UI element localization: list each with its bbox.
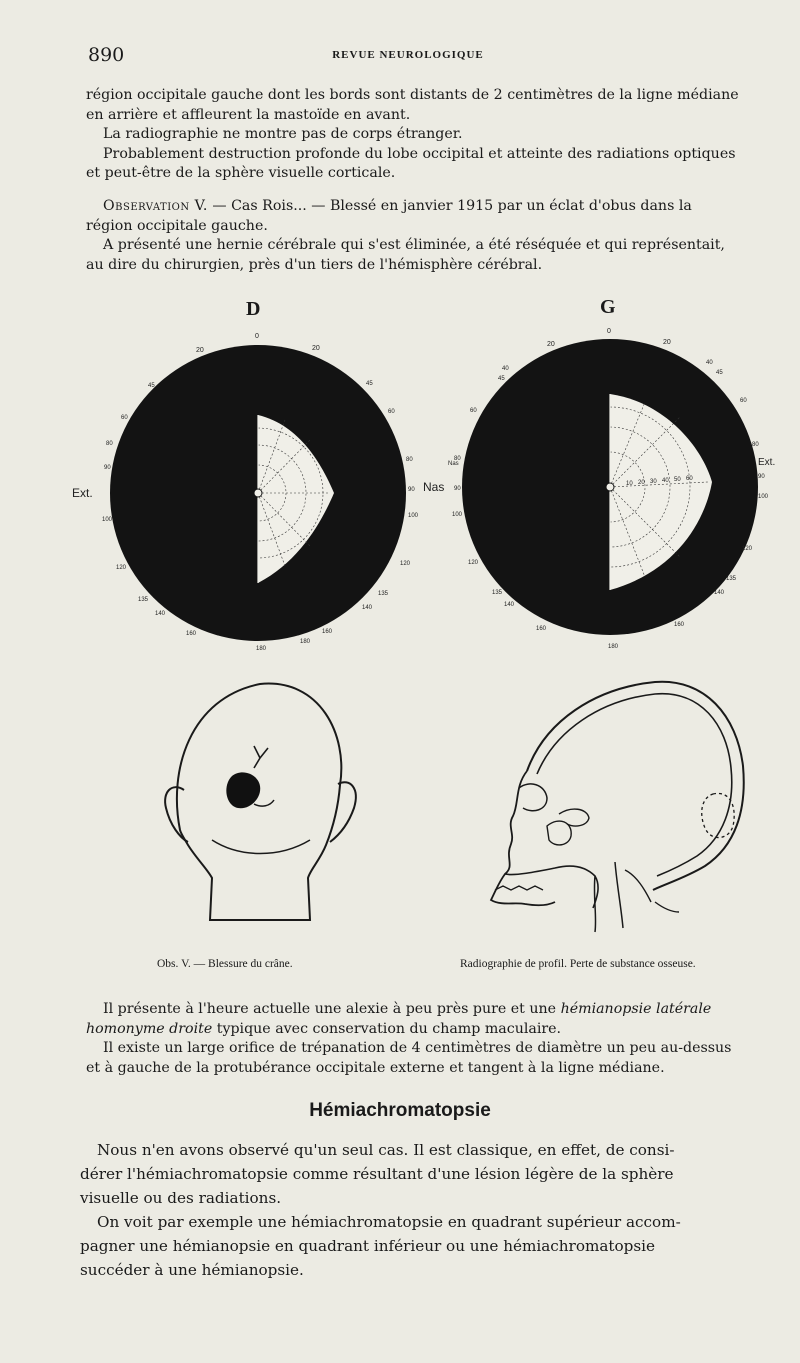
perimeter-number: 45: [498, 376, 505, 382]
text-line: dérer l'hémiachromatopsie comme résultant d'une lésion légère de la sphère: [80, 1165, 674, 1183]
middle-text: [86, 1000, 766, 1078]
perimeter-number: 60: [470, 408, 477, 414]
section-body: [80, 1138, 760, 1282]
injury-margin: [254, 800, 274, 806]
text-line: On voit par exemple une hémiachromatopsie en quadrant supérieur accom-: [97, 1213, 681, 1231]
italic-term: homonyme droite: [86, 1020, 213, 1037]
teeth: [495, 886, 543, 890]
right-ear: [330, 782, 356, 842]
mastoid: [625, 870, 679, 912]
radial-label: 30: [650, 479, 657, 485]
neck-hairline: [212, 840, 310, 854]
perimeter-number: 45: [148, 383, 155, 389]
radial-label: 20: [638, 480, 645, 486]
perimeter-number: 80: [454, 456, 461, 462]
figure-label-right: G: [600, 296, 616, 318]
orbit: [519, 784, 547, 811]
nas-label: Nas: [423, 480, 445, 494]
perimeter-number: 90: [454, 486, 461, 492]
skull-outline-inner: [537, 694, 732, 876]
text-line: région occipitale gauche dont les bords sont distants de 2 centimètres de la ligne médiane: [86, 87, 739, 103]
cheek-shape: [559, 809, 589, 826]
fixation-point: [254, 489, 262, 497]
tick-label-top-right: 20: [663, 339, 671, 346]
text-line: région occipitale gauche.: [86, 217, 268, 234]
suture-mark: [254, 746, 268, 768]
text-line: au dire du chirurgien, près d'un tiers de l'hémisphère cérébral.: [86, 256, 543, 273]
right-figure-caption: Radiographie de profil. Perte de substance osseuse.: [460, 958, 696, 970]
perimeter-number: 90: [758, 474, 765, 480]
skull-injury-drawing: [150, 680, 370, 935]
cervical-line-2: [615, 862, 623, 928]
text-line: visuelle ou des radiations.: [80, 1189, 282, 1207]
perimeter-number: 45: [716, 370, 723, 376]
text-line: pagner une hémianopsie en quadrant inférieur ou une hémiachromatopsie: [80, 1237, 656, 1255]
perimeter-number: 40: [502, 366, 509, 372]
perimeter-number: 100: [102, 517, 113, 523]
observation-heading: Observation V.: [103, 198, 208, 214]
running-head: REVUE NEUROLOGIQUE: [332, 49, 484, 61]
text-line: et à gauche de la protubérance occipitale externe et tangent à la ligne médiane.: [86, 1059, 665, 1076]
text-line: Il existe un large orifice de trépanation de 4 centimètres de diamètre un peu au-dessus: [103, 1040, 732, 1056]
fixation-point: [606, 483, 614, 491]
text-line: Nous n'en avons observé qu'un seul cas. Il est classique, en effet, de consi-: [97, 1141, 675, 1159]
perimeter-number: 140: [504, 602, 515, 608]
perimeter-number: 135: [138, 597, 149, 603]
perimeter-number: 135: [378, 591, 389, 597]
page-header: [88, 44, 728, 68]
perimeter-number: 80: [752, 442, 759, 448]
perimeter-number: 180: [256, 646, 267, 652]
text-span: Il présente à l'heure actuelle une alexie à peu près pure et une: [103, 1001, 561, 1017]
perimeter-number: 45: [366, 381, 373, 387]
perimeter-number: 120: [468, 560, 479, 566]
perimeter-number: 160: [186, 631, 197, 637]
text-line: succéder à une hémianopsie.: [80, 1261, 304, 1279]
tick-label-top-left: 20: [196, 347, 204, 354]
perimeter-number: 140: [362, 605, 373, 611]
perimeter-number: 80: [106, 441, 113, 447]
perimeter-number: 135: [492, 590, 503, 596]
head-outline: [177, 684, 341, 920]
ext-label: Ext.: [758, 457, 776, 468]
nas-label: Nas: [448, 461, 459, 467]
perimeter-number: 140: [155, 611, 166, 617]
top-text: [86, 86, 766, 184]
bone-defect: [702, 793, 734, 837]
figure-label-left: D: [246, 298, 261, 320]
text-line: A présenté une hernie cérébrale qui s'est éliminée, a été réséquée et qui représentait,: [103, 237, 725, 253]
perimeter-number: 100: [452, 512, 463, 518]
observation-text: [86, 197, 766, 275]
visual-field-chart-left: [60, 325, 450, 655]
perimeter-number: 160: [322, 629, 333, 635]
text-line: [86, 1000, 766, 1020]
radial-label: 40: [662, 478, 669, 484]
perimeter-number: 140: [714, 590, 725, 596]
perimeter-number: 180: [300, 639, 311, 645]
italic-term: hémianopsie latérale: [560, 1001, 712, 1017]
jaw: [505, 866, 598, 908]
perimeter-number: 100: [408, 513, 419, 519]
tick-label-top: 0: [255, 333, 259, 340]
perimeter-number: 120: [742, 546, 753, 552]
perimeter-number: 160: [674, 622, 685, 628]
perimeter-number: 135: [726, 576, 737, 582]
radial-label: 60: [686, 476, 693, 482]
perimeter-number: 120: [116, 565, 127, 571]
radial-label: 50: [674, 477, 681, 483]
cervical-line-1: [594, 876, 595, 932]
text-line: et peut-être de la sphère visuelle corticale.: [86, 165, 396, 181]
perimeter-number: 60: [740, 398, 747, 404]
tick-label-top: 0: [607, 328, 611, 335]
perimeter-number: 60: [121, 415, 128, 421]
skull-outline-outer: [527, 682, 744, 890]
observation-heading-line: [86, 197, 766, 217]
text-line: [86, 1020, 766, 1040]
text-span: typique avec conservation du champ maculaire.: [212, 1020, 562, 1037]
perimeter-number: 80: [406, 457, 413, 463]
perimeter-number: 60: [388, 409, 395, 415]
section-heading: Hémiachromatopsie: [309, 1100, 491, 1121]
radial-label: 10: [626, 481, 633, 487]
perimeter-number: 100: [758, 494, 769, 500]
tick-label-top-right: 20: [312, 345, 320, 352]
page-number: 890: [88, 44, 125, 66]
perimeter-number: 90: [408, 487, 415, 493]
perimeter-number: 180: [608, 644, 619, 650]
injury-spot: [226, 772, 260, 808]
ext-label: Ext.: [72, 486, 93, 500]
perimeter-number: 120: [400, 561, 411, 567]
tick-label-top-left: 20: [547, 341, 555, 348]
perimeter-number: 40: [706, 360, 713, 366]
text-line: La radiographie ne montre pas de corps étranger.: [103, 126, 463, 142]
observation-intro: — Cas Rois... — Blessé en janvier 1915 par un éclat d'obus dans la: [207, 198, 692, 214]
radiograph-drawing: [475, 676, 765, 936]
perimeter-number: 160: [536, 626, 547, 632]
text-line: Probablement destruction profonde du lobe occipital et atteinte des radiations optiques: [103, 145, 736, 162]
text-line: en arrière et affleurent la mastoïde en avant.: [86, 106, 411, 123]
perimeter-number: 90: [104, 465, 111, 471]
visual-field-chart-right: [440, 322, 790, 657]
left-figure-caption: Obs. V. — Blessure du crâne.: [157, 958, 293, 970]
